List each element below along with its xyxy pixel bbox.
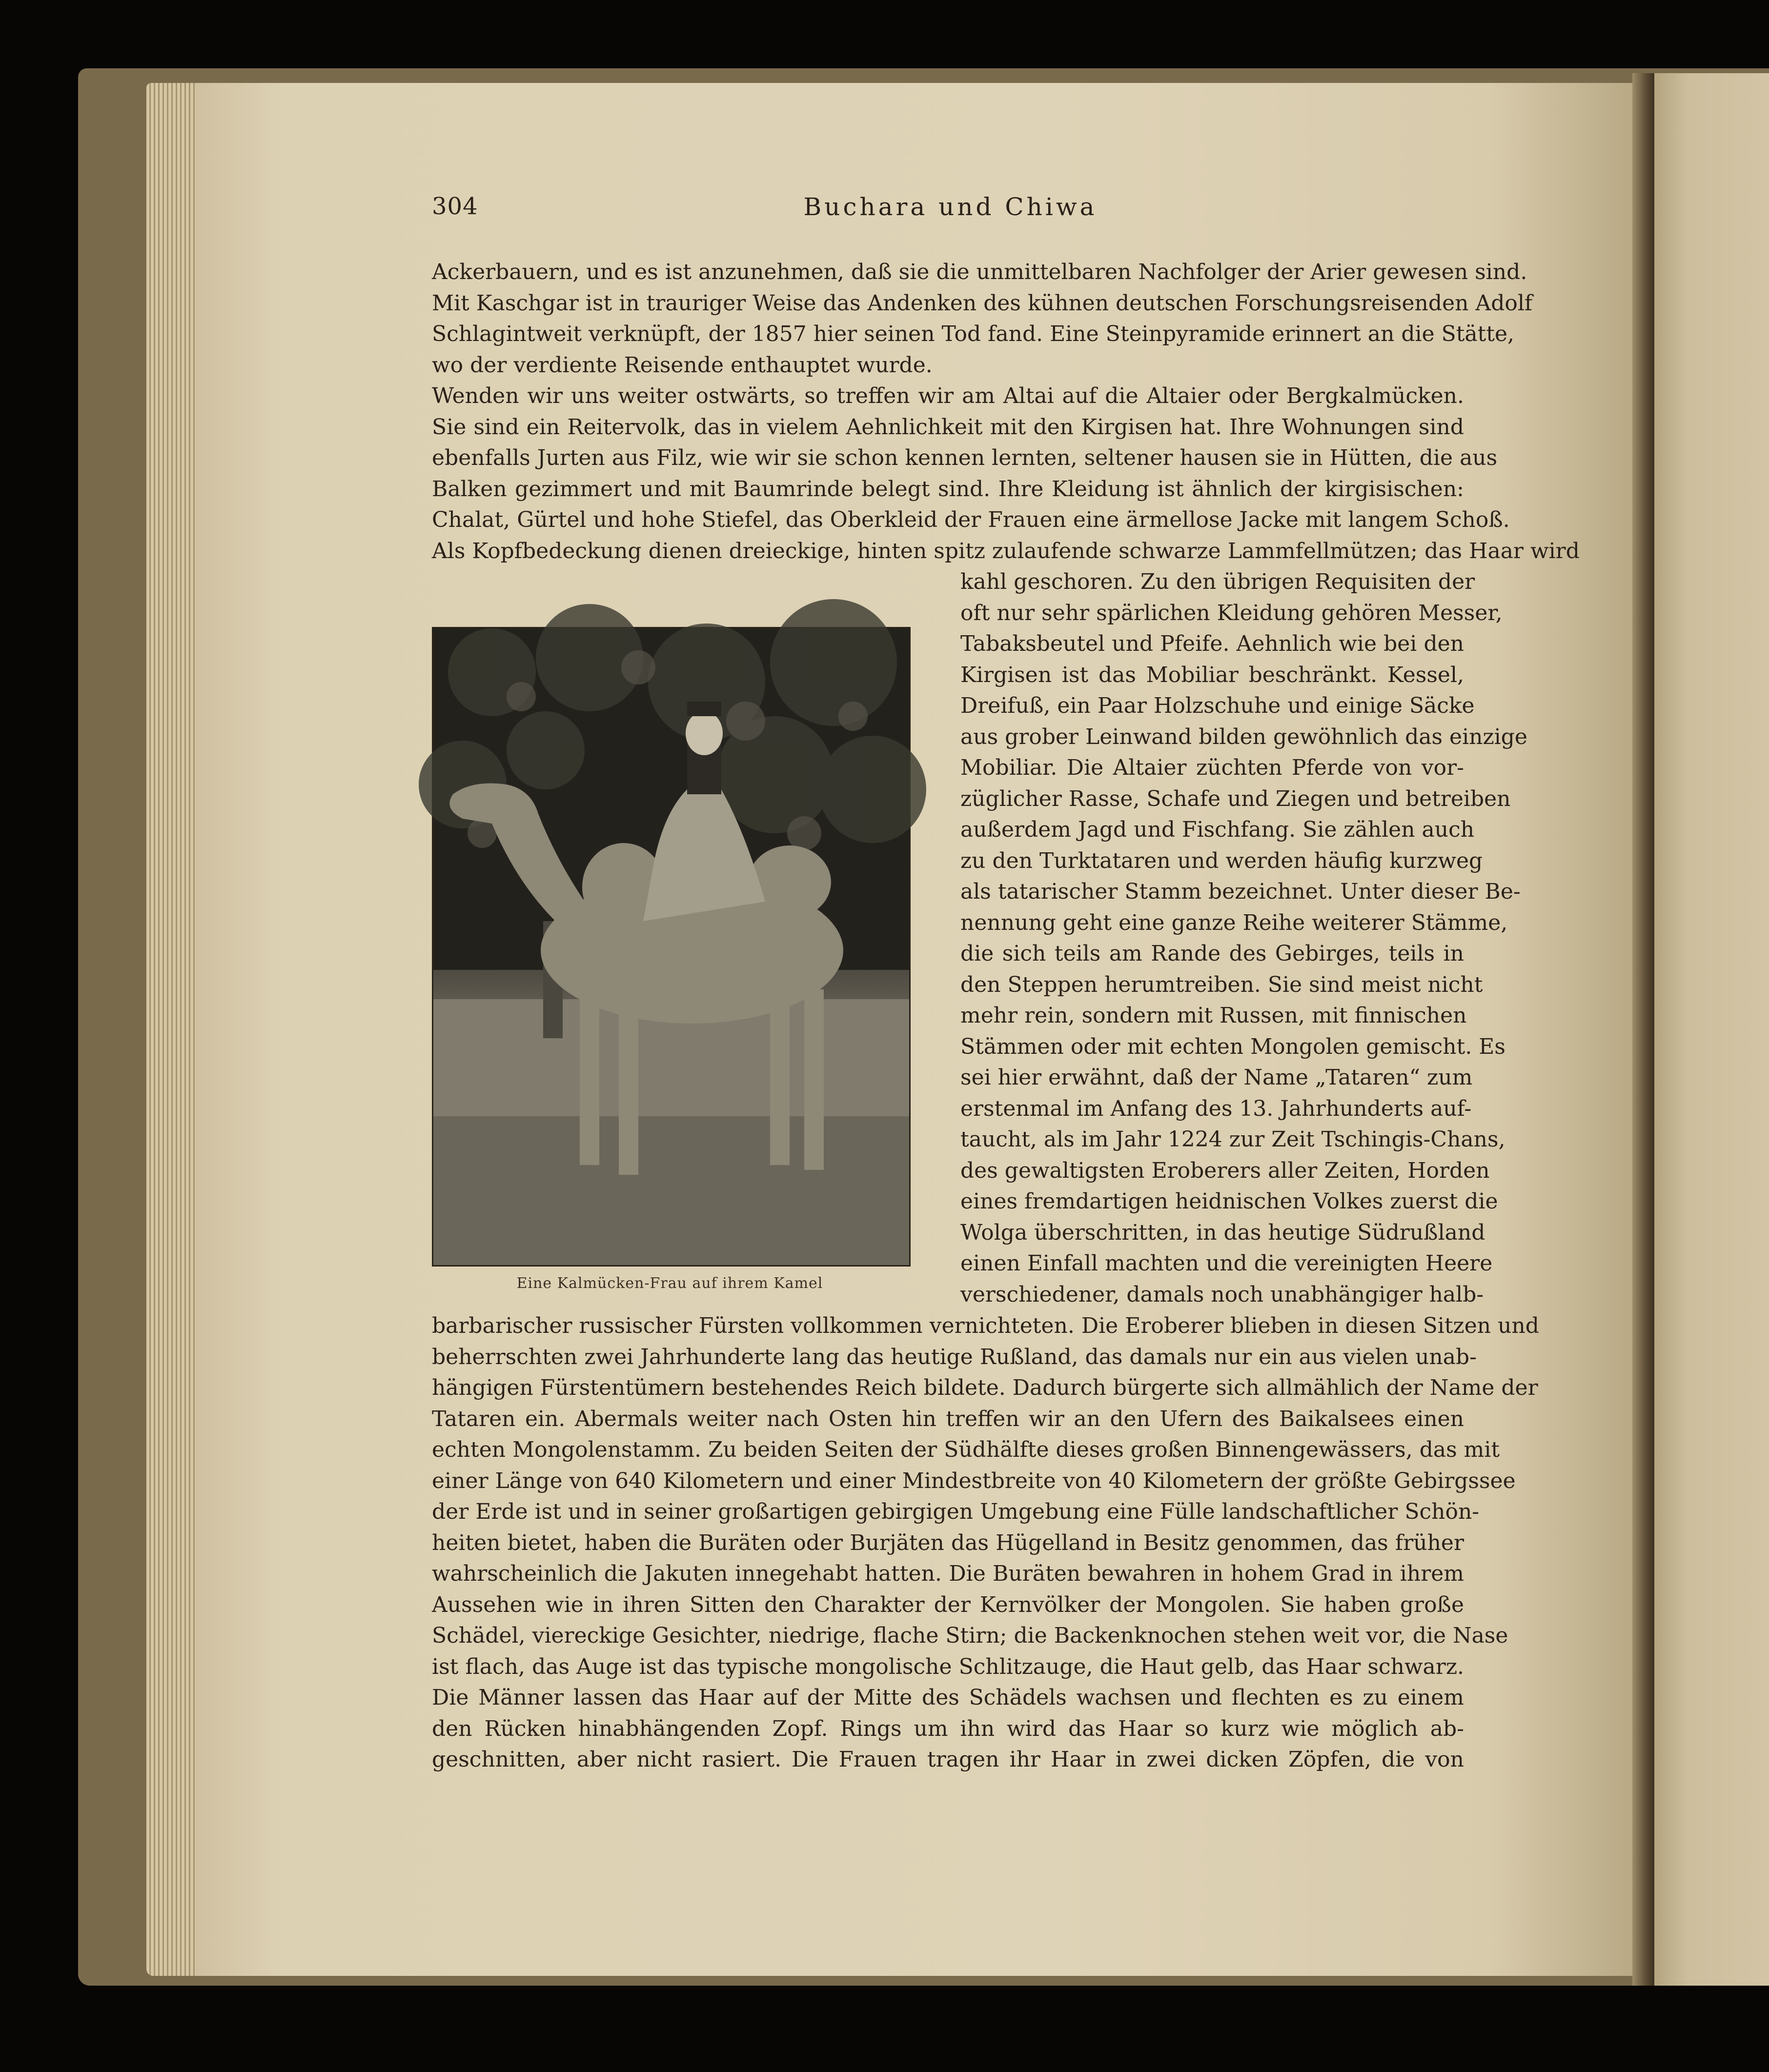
text-line: kahl geschoren. Zu den übrigen Requisiten der <box>960 569 1475 594</box>
text-line: die sich teils am Rande des Gebirges, teils in <box>960 941 1464 966</box>
text-line: Dreifuß, ein Paar Holzschuhe und einige Säcke <box>960 693 1475 718</box>
text-line: Wolga überschritten, in das heutige Südrußland <box>960 1220 1485 1245</box>
running-title: Buchara und Chiwa <box>803 193 1098 221</box>
text-line: Stämmen oder mit echten Mongolen gemischt. Es <box>960 1034 1505 1059</box>
text-line: nennung geht eine ganze Reihe weiterer Stämme, <box>960 910 1508 935</box>
text-line: den Rücken hinabhängenden Zopf. Rings um ihn wird das Haar so kurz wie möglich ab- <box>432 1716 1464 1741</box>
figure-caption: Eine Kalmücken-Frau auf ihrem Kamel <box>516 1275 823 1292</box>
text-line: außerdem Jagd und Fischfang. Sie zählen auch <box>960 817 1475 842</box>
text-line: Als Kopfbedeckung dienen dreieckige, hinten spitz zulaufende schwarze Lammfellmützen; das Haar wird <box>432 538 1580 563</box>
text-line: Ackerbauern, und es ist anzunehmen, daß sie die unmittelbaren Nachfolger der Arier gewesen sind. <box>432 260 1527 284</box>
text-line: der Erde ist und in seiner großartigen gebirgigen Umgebung eine Fülle landschaftlicher Schön- <box>432 1499 1480 1524</box>
text-line: Mit Kaschgar ist in trauriger Weise das Andenken des kühnen deutschen Forschungsreisenden Adolf <box>432 290 1533 316</box>
text-line: beherrschten zwei Jahrhunderte lang das heutige Rußland, das damals nur ein aus vielen unab- <box>432 1344 1477 1369</box>
text-line: den Steppen herumtreiben. Sie sind meist nicht <box>960 972 1483 997</box>
text-line: wo der verdiente Reisende enthauptet wurde. <box>432 352 933 378</box>
book-gutter <box>1632 73 1654 1986</box>
right-page-edge <box>1654 73 1769 1986</box>
text-line: sei hier erwähnt, daß der Name „Tataren“ zum <box>960 1065 1473 1090</box>
text-line: zu den Turktataren und werden häufig kurzweg <box>960 848 1483 873</box>
page-number: 304 <box>432 193 478 220</box>
text-line: Aussehen wie in ihren Sitten den Charakter der Kernvölker der Mongolen. Sie haben große <box>432 1592 1464 1617</box>
text-line: Chalat, Gürtel und hohe Stiefel, das Oberkleid der Frauen eine ärmellose Jacke mit langem Schoß. <box>432 507 1510 532</box>
text-line: als tatarischer Stamm bezeichnet. Unter dieser Be- <box>960 879 1521 904</box>
text-line: Mobiliar. Die Altaier züchten Pferde von vor- <box>960 755 1464 780</box>
text-line: Kirgisen ist das Mobiliar beschränkt. Kessel, <box>960 662 1464 687</box>
text-line: echten Mongolenstamm. Zu beiden Seiten der Südhälfte dieses großen Binnengewässers, das mit <box>432 1437 1500 1462</box>
text-line: Schlagintweit verknüpft, der 1857 hier seinen Tod fand. Eine Steinpyramide erinnert an die Stätte, <box>432 322 1515 346</box>
text-line: taucht, als im Jahr 1224 zur Zeit Tschingis-Chans, <box>960 1127 1505 1152</box>
text-line: ebenfalls Jurten aus Filz, wie wir sie schon kennen lernten, seltener hausen sie in Hütten, die aus <box>432 445 1498 470</box>
text-line: einen Einfall machten und die vereinigten Heere <box>960 1251 1493 1276</box>
text-line: Sie sind ein Reitervolk, das in vielem Aehnlichkeit mit den Kirgisen hat. Ihre Wohnungen sind <box>432 414 1464 440</box>
text-line: einer Länge von 640 Kilometern und einer Mindestbreite von 40 Kilometern der größte Gebirgssee <box>432 1468 1516 1493</box>
text-line: Tataren ein. Abermals weiter nach Osten hin treffen wir an den Ufern des Baikalsees einen <box>432 1406 1464 1431</box>
text-line: erstenmal im Anfang des 13. Jahrhunderts auf- <box>960 1096 1472 1121</box>
text-line: geschnitten, aber nicht rasiert. Die Frauen tragen ihr Haar in zwei dicken Zöpfen, die von <box>432 1747 1464 1772</box>
text-line: des gewaltigsten Eroberers aller Zeiten, Horden <box>960 1158 1490 1183</box>
text-line: züglicher Rasse, Schafe und Ziegen und betreiben <box>960 786 1511 811</box>
text-line: heiten bietet, haben die Buräten oder Burjäten das Hügelland in Besitz genommen, das früher <box>432 1530 1464 1555</box>
camel-photograph <box>432 627 911 1267</box>
text-line: Wenden wir uns weiter ostwärts, so treffen wir am Altai auf die Altaier oder Bergkalmücken. <box>432 383 1464 408</box>
text-line: Tabaksbeutel und Pfeife. Aehnlich wie bei den <box>960 631 1464 656</box>
text-line: mehr rein, sondern mit Russen, mit finnischen <box>960 1003 1467 1028</box>
text-line: Balken gezimmert und mit Baumrinde belegt sind. Ihre Kleidung ist ähnlich der kirgisischen: <box>432 476 1464 502</box>
text-line: ist flach, das Auge ist das typische mongolische Schlitzauge, die Haut gelb, das Haar schwarz. <box>432 1654 1464 1679</box>
text-line: oft nur sehr spärlichen Kleidung gehören Messer, <box>960 600 1503 625</box>
text-line: Die Männer lassen das Haar auf der Mitte des Schädels wachsen und flechten es zu einem <box>432 1685 1464 1710</box>
text-line: verschiedener, damals noch unabhängiger halb- <box>960 1282 1484 1307</box>
text-line: wahrscheinlich die Jakuten innegehabt hatten. Die Buräten bewahren in hohem Grad in ihrem <box>432 1561 1464 1586</box>
photo-illustration <box>433 628 909 1265</box>
running-head <box>432 193 1469 227</box>
text-line: hängigen Fürstentümern bestehendes Reich bildete. Dadurch bürgerte sich allmählich der Name der <box>432 1375 1538 1400</box>
text-line: Schädel, viereckige Gesichter, niedrige, flache Stirn; die Backenknochen stehen weit vor, die Nase <box>432 1623 1508 1648</box>
text-line: aus grober Leinwand bilden gewöhnlich das einzige <box>960 724 1527 749</box>
text-line: barbarischer russischer Fürsten vollkommen vernichteten. Die Eroberer blieben in diesen Sitzen und <box>432 1313 1539 1338</box>
text-line: eines fremdartigen heidnischen Volkes zuerst die <box>960 1189 1498 1214</box>
